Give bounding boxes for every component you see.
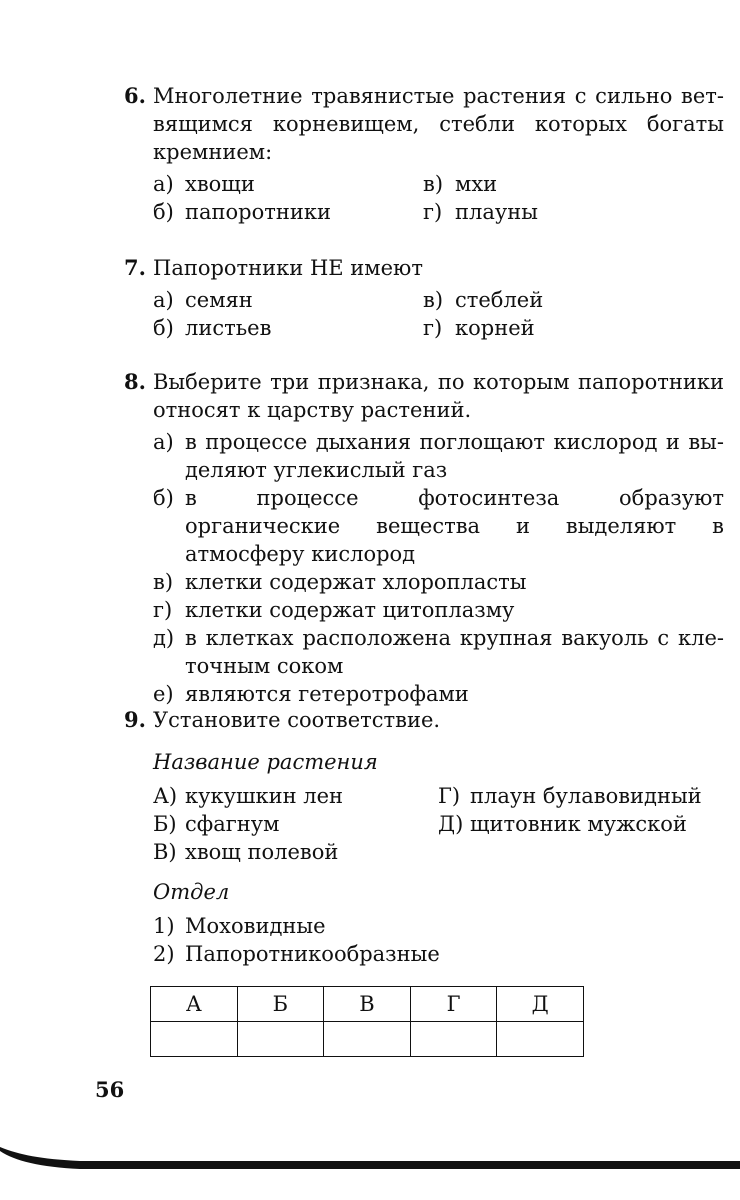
option-g	[423, 198, 724, 226]
plant-g	[438, 782, 724, 810]
option-b	[153, 314, 423, 342]
option-v	[153, 568, 724, 596]
answer-table-header: В	[324, 987, 411, 1022]
option-e	[153, 680, 724, 708]
option-text: в клетках расположена крупная вакуоль с клеточным соком	[185, 626, 724, 678]
option-text: плауны	[455, 200, 538, 224]
option-text: в процессе фотосинтеза образуют органические вещества и выделяют в атмосферу кислород	[185, 486, 724, 566]
option-text: папоротники	[185, 200, 331, 224]
option-letter: а)	[153, 288, 174, 312]
plant-a	[153, 782, 438, 810]
answer-table-header-row	[151, 987, 584, 1022]
option-letter: г)	[423, 200, 443, 224]
option-letter: в)	[153, 570, 174, 594]
option-a	[153, 170, 423, 198]
option-letter: а)	[153, 430, 174, 454]
answer-table-header: А	[151, 987, 238, 1022]
question-number: 6.	[124, 83, 146, 108]
plant-name: хвощ полевой	[185, 840, 339, 864]
option-text: являются гетеротрофами	[185, 682, 469, 706]
answer-table-header: Б	[237, 987, 324, 1022]
plant-letter: Г)	[438, 784, 461, 808]
option-v	[423, 170, 724, 198]
plant-name: сфагнум	[185, 812, 280, 836]
question-number: 9.	[124, 707, 146, 732]
option-text: семян	[185, 288, 253, 312]
option-letter: б)	[153, 316, 174, 340]
answer-cell[interactable]	[497, 1022, 584, 1057]
option-text: клетки содержат цитоплазму	[185, 598, 515, 622]
plant-d	[438, 810, 724, 838]
option-v	[423, 286, 724, 314]
divisions-heading: Отдел	[153, 880, 230, 904]
answer-table-wrap	[150, 986, 724, 1057]
question-8	[124, 368, 724, 708]
option-letter: в)	[423, 172, 444, 196]
plant-b	[153, 810, 438, 838]
option-g	[153, 596, 724, 624]
option-letter: а)	[153, 172, 174, 196]
plant-letter: Б)	[153, 812, 177, 836]
option-letter: г)	[153, 598, 173, 622]
plant-name: щитовник мужской	[470, 812, 687, 836]
question-7	[124, 254, 724, 342]
division-1	[153, 912, 724, 940]
answer-options	[153, 428, 724, 708]
question-9	[124, 706, 724, 1057]
plant-letter: В)	[153, 840, 177, 864]
division-number: 2)	[153, 942, 175, 966]
option-text: стеблей	[455, 288, 544, 312]
question-text: Выберите три признака, по которым папоротники относят к царству растений.	[153, 370, 724, 422]
question-number: 8.	[124, 369, 146, 394]
plant-letter: Д)	[438, 812, 464, 836]
division-list	[153, 912, 724, 968]
division-2	[153, 940, 724, 968]
question-number: 7.	[124, 255, 146, 280]
option-b	[153, 484, 724, 568]
plant-list	[153, 782, 724, 866]
answer-cell[interactable]	[410, 1022, 497, 1057]
answer-cell[interactable]	[151, 1022, 238, 1057]
division-number: 1)	[153, 914, 175, 938]
answer-table-header: Г	[410, 987, 497, 1022]
question-text: Установите соответствие.	[153, 708, 441, 732]
division-name: Папоротникообразные	[185, 942, 440, 966]
option-a	[153, 286, 423, 314]
option-text: в процессе дыхания поглощают кислород и выделяют углекислый газ	[185, 430, 724, 482]
question-text: Папоротники НЕ имеют	[153, 256, 423, 280]
option-text: хвощи	[185, 172, 255, 196]
page-bottom-rule	[0, 1145, 740, 1175]
answer-cell[interactable]	[237, 1022, 324, 1057]
option-b	[153, 198, 423, 226]
option-text: мхи	[455, 172, 498, 196]
answer-table	[150, 986, 584, 1057]
answer-table-header: Д	[497, 987, 584, 1022]
plant-name: плаун булавовидный	[470, 784, 702, 808]
option-letter: б)	[153, 200, 174, 224]
page-number: 56	[95, 1077, 125, 1102]
question-text: Многолетние травянистые растения с сильно ветвящимся корневищем, стебли которых богаты кремнием:	[153, 84, 724, 164]
option-text: листьев	[185, 316, 272, 340]
division-name: Моховидные	[185, 914, 326, 938]
option-d	[153, 624, 724, 680]
option-text: клетки содержат хлоропласты	[185, 570, 527, 594]
plant-letter: А)	[153, 784, 178, 808]
option-g	[423, 314, 724, 342]
option-letter: е)	[153, 682, 174, 706]
answer-options	[153, 170, 724, 226]
question-6	[124, 82, 724, 226]
option-letter: в)	[423, 288, 444, 312]
answer-options	[153, 286, 724, 342]
option-letter: г)	[423, 316, 443, 340]
option-a	[153, 428, 724, 484]
option-letter: б)	[153, 486, 174, 510]
plant-name: кукушкин лен	[185, 784, 344, 808]
plants-heading: Название растения	[153, 750, 378, 774]
answer-cell[interactable]	[324, 1022, 411, 1057]
option-text: корней	[455, 316, 535, 340]
answer-table-answer-row	[151, 1022, 584, 1057]
option-letter: д)	[153, 626, 175, 650]
plant-v	[153, 838, 438, 866]
